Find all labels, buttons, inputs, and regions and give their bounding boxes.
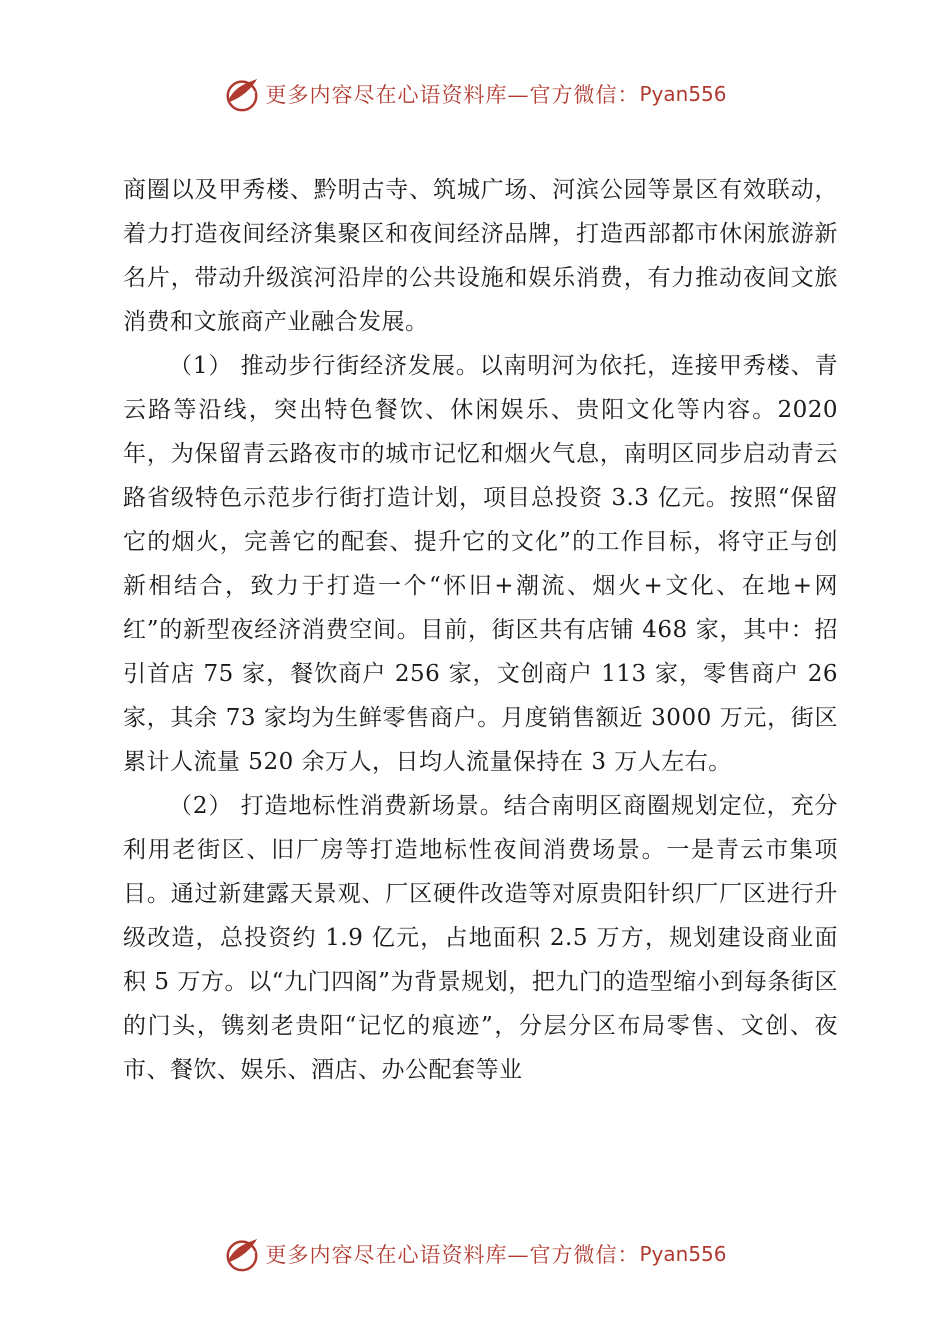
document-body bbox=[123, 168, 838, 1092]
banner-text: 更多内容尽在心语资料库—官方微信： bbox=[265, 83, 640, 107]
leaf-swirl-logo-icon bbox=[223, 75, 261, 113]
footer-banner bbox=[0, 1234, 950, 1274]
wechat-id: Pyan556 bbox=[639, 1242, 727, 1266]
leaf-swirl-logo-icon bbox=[223, 1235, 261, 1273]
paragraph: 商圈以及甲秀楼、黔明古寺、筑城广场、河滨公园等景区有效联动，着力打造夜间经济集聚区和夜间经济品牌，打造西部都市休闲旅游新名片，带动升级滨河沿岸的公共设施和娱乐消费，有力推动夜间文旅消费和文旅商产业融合发展。 bbox=[123, 177, 838, 335]
header-banner bbox=[0, 74, 950, 114]
paragraph: （2） 打造地标性消费新场景。结合南明区商圈规划定位，充分利用老街区、旧厂房等打造地标性夜间消费场景。一是青云市集项目。通过新建露天景观、厂区硬件改造等对原贵阳针织厂厂区进行升级改造，总投资约 1.9 亿元，占地面积 2.5 万方，规划建设商业面积 5 万方。以“九门四阁”为背景规划，把九门的造型缩小到每条街区的门头，镌刻老贵阳“记忆的痕迹”，分层分区布局零售、文创、夜市、餐饮、娱乐、酒店、办公配套等业 bbox=[123, 793, 838, 1083]
banner-text: 更多内容尽在心语资料库—官方微信： bbox=[265, 1243, 640, 1267]
paragraph: （1） 推动步行街经济发展。以南明河为依托，连接甲秀楼、青云路等沿线，突出特色餐饮、休闲娱乐、贵阳文化等内容。2020年，为保留青云路夜市的城市记忆和烟火气息，南明区同步启动青云路省级特色示范步行街打造计划，项目总投资 3.3 亿元。按照“保留它的烟火，完善它的配套、提升它的文化”的工作目标，将守正与创新相结合，致力于打造一个“怀旧+潮流、烟火+文化、在地+网红”的新型夜经济消费空间。目前，街区共有店铺 468 家，其中：招引首店 75 家，餐饮商户 256 家，文创商户 113 家，零售商户 26 家，其余 73 家均为生鲜零售商户。月度销售额近 3000 万元，街区累计人流量 520 余万人，日均人流量保持在 3 万人左右。 bbox=[123, 353, 838, 775]
wechat-id: Pyan556 bbox=[639, 82, 727, 106]
